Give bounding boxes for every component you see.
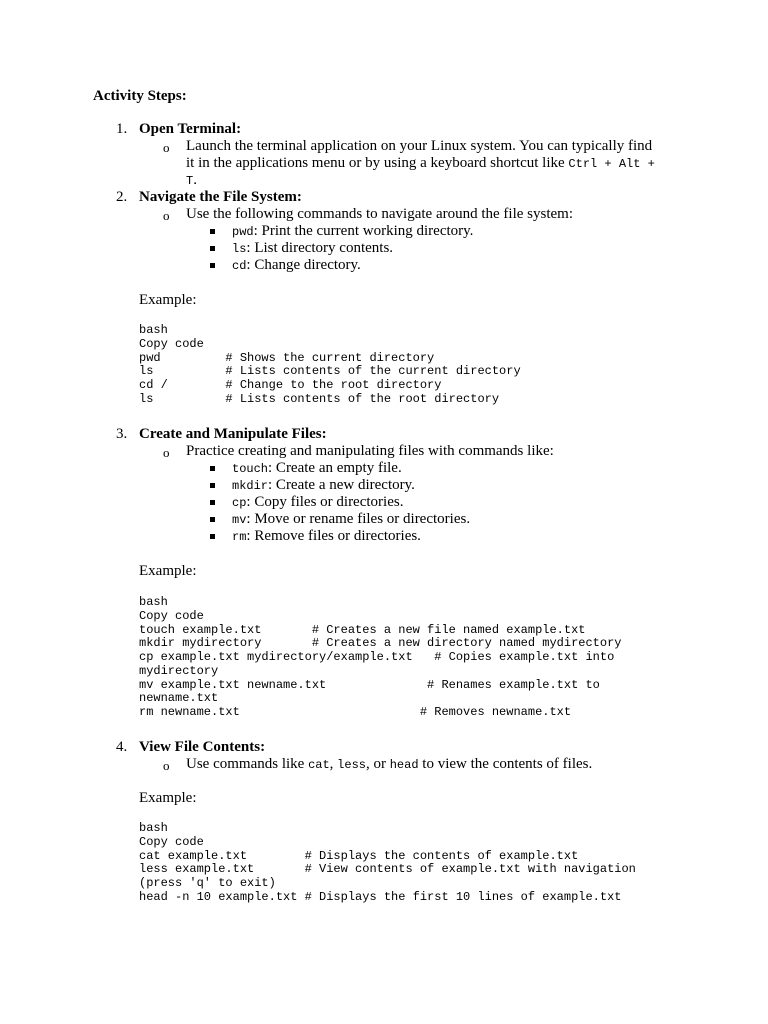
list-item [232,240,393,258]
code-line: ls # Lists contents of the current directory [139,364,521,379]
example-label: Example: [139,563,197,579]
step-text-part: it in the applications menu or by using a keyboard shortcut like [186,155,569,171]
code-line: (press 'q' to exit) [139,876,276,890]
command-code: pwd [232,225,254,239]
command-code: head [389,758,419,772]
list-item-text: : Move or rename files or directories. [246,511,471,527]
step-text-part: . [193,172,197,188]
list-item-text: : Print the current working directory. [253,223,474,239]
code-line: less example.txt # View contents of example.txt with navigation [139,862,636,877]
step-text-part: Use commands like [186,756,309,772]
code-line: bash [139,821,168,835]
shortcut-code: Ctrl + Alt + [568,157,655,171]
list-item-text: : Remove files or directories. [246,528,421,544]
shortcut-code: T [186,174,194,188]
code-line: mydirectory [139,663,219,678]
code-line: newname.txt [139,691,219,706]
square-bullet-icon [210,500,215,505]
code-line: bash [139,323,168,337]
example-label: Example: [139,790,197,806]
step-title: Create and Manipulate Files: [139,426,327,442]
code-block [139,596,621,720]
circle-bullet-icon: o [163,758,170,773]
list-item-text: : Copy files or directories. [246,494,404,510]
square-bullet-icon [210,229,215,234]
square-bullet-icon [210,483,215,488]
step-text: Launch the terminal application on your Linux system. You can typically find [186,138,653,154]
command-code: cat [308,758,330,772]
square-bullet-icon [210,466,215,471]
step-number: 4. [116,739,128,755]
step-text: Use the following commands to navigate around the file system: [186,206,573,222]
step-text-part: , [329,756,338,772]
code-block [139,324,521,407]
command-code: cd [232,259,247,273]
square-bullet-icon [210,517,215,522]
list-item [232,511,470,529]
square-bullet-icon [210,534,215,539]
code-line: bash [139,595,168,609]
step-number: 1. [116,121,128,137]
step-title: View File Contents: [139,739,266,755]
command-code: less [337,758,366,772]
step-text [186,756,592,774]
list-item [232,460,402,478]
square-bullet-icon [210,246,215,251]
step-text: Practice creating and manipulating files with commands like: [186,443,554,459]
step-number: 3. [116,426,128,442]
code-line: ls # Lists contents of the root directory [139,391,500,406]
code-line: cd / # Change to the root directory [139,378,442,392]
circle-bullet-icon: o [163,208,170,223]
list-item [232,257,361,275]
code-line: Copy code [139,608,204,623]
code-line: mkdir mydirectory # Creates a new directory named mydirectory [139,636,622,651]
command-code: rm [232,530,247,544]
list-item-text: : Create a new directory. [268,477,415,493]
code-line: mv example.txt newname.txt # Renames example.txt to [139,677,600,692]
command-code: touch [232,462,269,476]
square-bullet-icon [210,263,215,268]
step-title: Open Terminal: [139,121,242,137]
circle-bullet-icon: o [163,445,170,460]
command-code: cp [232,496,247,510]
code-line: Copy code [139,336,204,351]
code-block [139,822,636,905]
step-text [186,172,197,190]
list-item-text: : List directory contents. [246,240,394,256]
code-line: cp example.txt mydirectory/example.txt # Copies example.txt into [139,650,615,664]
circle-bullet-icon: o [163,140,170,155]
example-label: Example: [139,292,197,308]
code-line: touch example.txt # Creates a new file named example.txt [139,622,586,637]
command-code: mkdir [232,479,269,493]
step-text-part: to view the contents of files. [418,756,593,772]
list-item [232,494,403,512]
step-text-part: , or [365,756,390,772]
code-line: pwd # Shows the current directory [139,350,435,365]
command-code: mv [232,513,247,527]
list-item [232,528,421,546]
code-line: rm newname.txt # Removes newname.txt [139,705,572,719]
list-item-text: : Change directory. [246,257,361,273]
list-item [232,223,473,241]
code-line: head -n 10 example.txt # Displays the first 10 lines of example.txt [139,889,622,904]
list-item [232,477,415,495]
step-title: Navigate the File System: [139,189,302,205]
step-text [186,155,655,173]
code-line: cat example.txt # Displays the contents of example.txt [139,848,579,863]
code-line: Copy code [139,834,204,849]
command-code: ls [232,242,247,256]
list-item-text: : Create an empty file. [268,460,402,476]
step-number: 2. [116,189,128,205]
section-heading: Activity Steps: [93,88,187,104]
